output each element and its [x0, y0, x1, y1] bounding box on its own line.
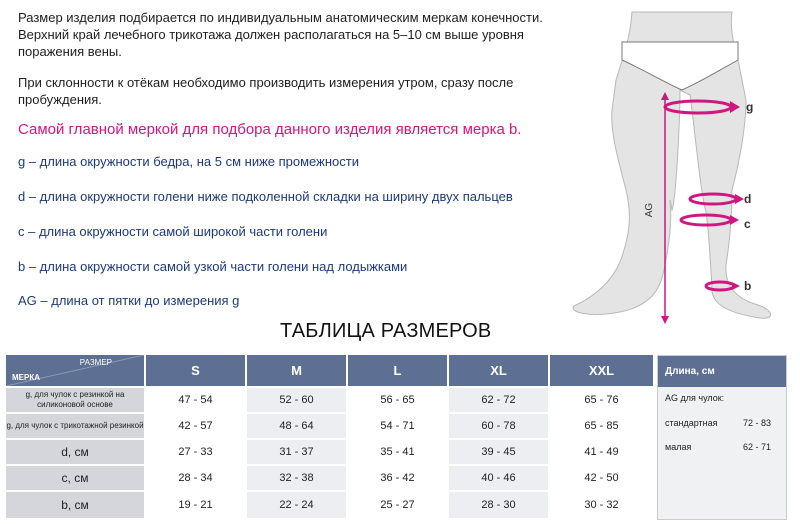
row-label-d: d, см: [6, 440, 144, 464]
corner-measure-label: МЕРКА: [12, 373, 40, 382]
ag-arrow-bottom-icon: [661, 316, 669, 324]
measure-ag: AG – длина от пятки до измерения g: [18, 293, 240, 308]
label-b: b: [744, 279, 752, 293]
table-cell: 42 - 50: [584, 472, 619, 484]
table-cell: 35 - 41: [380, 446, 415, 458]
size-header-l: L: [348, 355, 447, 386]
table-cell: 60 - 78: [449, 414, 548, 438]
table-title: ТАБЛИЦА РАЗМЕРОВ: [280, 320, 492, 342]
table-cell: 28 - 30: [449, 492, 548, 518]
length-row-small-label: малая: [665, 442, 692, 452]
arrow-d-icon: [735, 194, 744, 204]
measure-d: d – длина окружности голени ниже подколенной складки на ширину двух пальцев: [18, 189, 513, 204]
measure-c: c – длина окружности самой широкой части голени: [18, 224, 328, 239]
measure-g: g – длина окружности бедра, на 5 см ниже промежности: [18, 154, 359, 169]
intro-paragraph-2: При склонности к отёкам необходимо производить измерения утром, сразу после пробуждения.: [18, 75, 514, 107]
table-row: [6, 492, 653, 518]
arrow-b-icon: [732, 282, 740, 290]
row-label-b: b, см: [6, 492, 144, 518]
table-header-row: [6, 355, 653, 386]
table-row: [6, 414, 653, 438]
table-cell: 41 - 49: [584, 446, 619, 458]
table-cell: 65 - 85: [584, 420, 619, 432]
intro-text: [18, 9, 578, 122]
table-cell: 30 - 32: [584, 499, 619, 511]
table-cell: 31 - 37: [247, 440, 346, 464]
table-row: [6, 440, 653, 464]
length-subtitle: AG для чулок:: [665, 393, 725, 403]
row-label-c: c, см: [6, 466, 144, 490]
length-table-header: Длина, см: [658, 356, 786, 387]
size-header-xl: XL: [449, 355, 548, 386]
table-cell: 32 - 38: [247, 466, 346, 490]
length-table: [657, 355, 787, 520]
size-header-xxl: XXL: [550, 355, 653, 386]
row-label-g-silicone: g, для чулок с резинкой на силиконовой основе: [6, 388, 144, 412]
table-cell: 42 - 57: [178, 420, 213, 432]
table-cell: 28 - 34: [178, 472, 213, 484]
table-cell: 40 - 46: [449, 466, 548, 490]
label-d: d: [744, 192, 752, 206]
length-row-small-value: 62 - 71: [743, 442, 772, 452]
intro-paragraph-1: Размер изделия подбирается по индивидуальным анатомическим меркам конечности. Верхний край лечебного трикотажа должен располагаться на 5–10 см выше уровня поражения вены.: [18, 10, 543, 59]
row-label-g-knit: g, для чулок с трикотажной резинкой: [6, 414, 144, 438]
table-cell: 65 - 76: [584, 394, 619, 406]
table-cell: 52 - 60: [247, 388, 346, 412]
table-cell: 54 - 71: [380, 420, 415, 432]
length-row-standard-label: стандартная: [665, 418, 718, 428]
table-cell: 36 - 42: [380, 472, 415, 484]
arrow-c-icon: [730, 215, 739, 225]
table-cell: 48 - 64: [247, 414, 346, 438]
length-row-standard-value: 72 - 83: [743, 418, 772, 428]
table-cell: 62 - 72: [449, 388, 548, 412]
table-cell: 25 - 27: [380, 499, 415, 511]
label-g: g: [746, 100, 754, 114]
size-header-m: M: [247, 355, 346, 386]
table-cell: 22 - 24: [247, 492, 346, 518]
main-measure-note: Самой главной меркой для подбора данного изделия является мерка b.: [18, 121, 522, 138]
leg-figure: [560, 0, 800, 330]
table-cell: 56 - 65: [380, 394, 415, 406]
table-corner: [6, 355, 144, 386]
table-cell: 19 - 21: [178, 499, 213, 511]
corner-size-label: РАЗМЕР: [79, 358, 112, 367]
label-c: c: [744, 217, 751, 231]
measure-b: b – длина окружности самой узкой части голени над лодыжками: [18, 259, 408, 274]
table-row: [6, 466, 653, 490]
table-row: [6, 388, 653, 412]
table-cell: 47 - 54: [178, 394, 213, 406]
table-cell: 39 - 45: [449, 440, 548, 464]
table-cell: 27 - 33: [178, 446, 213, 458]
label-ag: AG: [644, 202, 655, 218]
size-header-s: S: [146, 355, 245, 386]
